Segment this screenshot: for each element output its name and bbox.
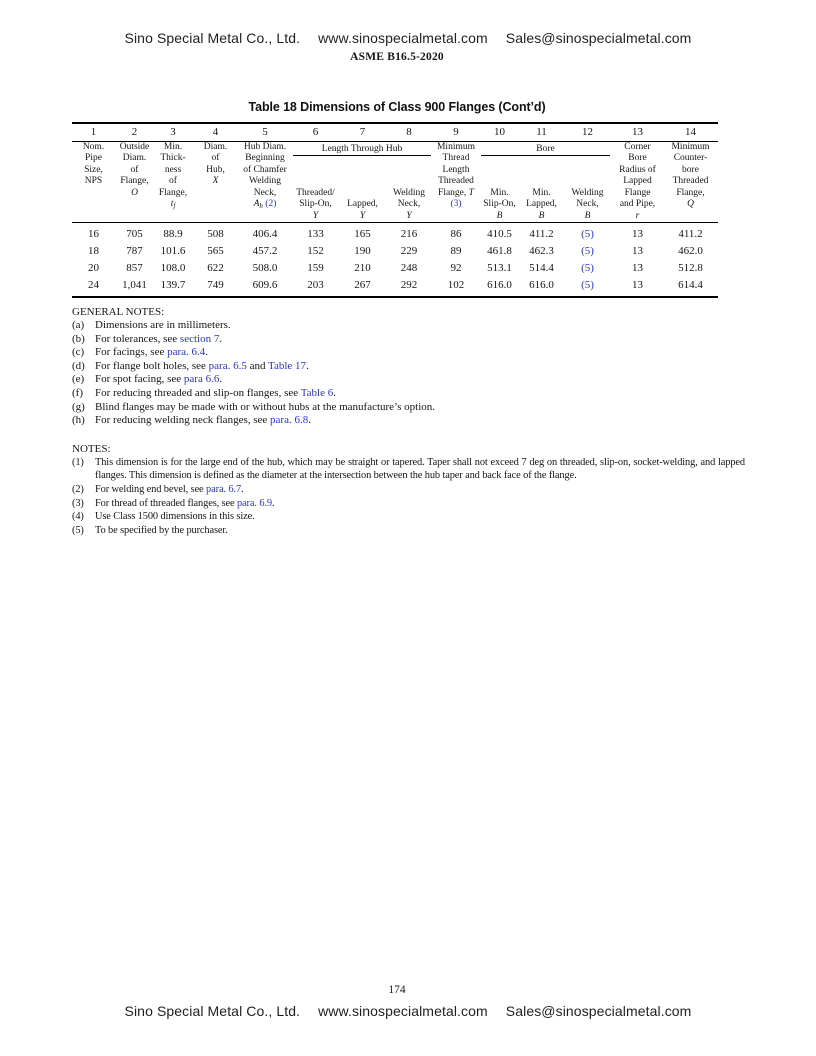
note-item-label: (b) <box>72 332 85 345</box>
table-cell: 565 <box>207 245 224 257</box>
table-cell <box>563 277 612 297</box>
table-cell: 508.0 <box>252 262 278 274</box>
table-cell: 139.7 <box>160 279 186 291</box>
note-item <box>72 414 745 428</box>
column-header: Diam. of Hub, X <box>192 141 239 223</box>
table-row <box>72 260 718 277</box>
column-header: Threaded/ Slip-On, Y <box>291 156 340 222</box>
table-cell: 152 <box>307 245 324 257</box>
note-ref-link[interactable]: para. 6.7 <box>206 483 242 495</box>
note-item-text: For thread of threaded flanges, see para. 6.9. <box>95 497 275 509</box>
note-item-text: For facings, see para. 6.4. <box>95 346 209 359</box>
company-email: Sales@sinospecialmetal.com <box>505 30 692 46</box>
note-item-text: For spot facing, see para 6.6. <box>95 373 223 386</box>
column-header: Minimum Counter- bore Threaded Flange, Q <box>663 141 718 223</box>
note-ref-link[interactable]: Table 6 <box>300 386 334 399</box>
column-number: 10 <box>479 123 520 141</box>
column-number: 12 <box>563 123 612 141</box>
group-header: Length Through Hub <box>291 141 433 156</box>
group-header-row <box>72 141 718 156</box>
note-item-label: (d) <box>72 359 85 372</box>
table-cell: 108.0 <box>160 262 186 274</box>
column-number-row <box>72 123 718 141</box>
table-cell: 101.6 <box>160 245 186 257</box>
note-item <box>72 510 745 524</box>
column-number: 2 <box>115 123 154 141</box>
table-cell: 18 <box>88 245 99 257</box>
table-cell: 165 <box>354 228 371 240</box>
note-item <box>72 346 745 360</box>
table-cell: 159 <box>307 262 324 274</box>
table-cell: 457.2 <box>252 245 278 257</box>
table-cell: 248 <box>400 262 418 274</box>
note-ref-link[interactable]: para. 6.5 <box>208 359 247 372</box>
table-cell: 216 <box>400 228 418 240</box>
note-item-text: For reducing threaded and slip-on flanges, see Table 6. <box>95 386 336 399</box>
footer-company-line <box>0 1003 816 1019</box>
header-company-line <box>0 30 816 46</box>
content-column <box>72 100 722 298</box>
column-number: 3 <box>154 123 192 141</box>
table-cell: 13 <box>632 262 643 274</box>
column-header: Minimum Thread Length Threaded Flange, T (3) <box>433 141 479 223</box>
note-item-text: To be specified by the purchaser. <box>95 524 228 536</box>
column-number: 9 <box>433 123 479 141</box>
flange-dimensions-table <box>72 122 718 298</box>
table-cell: 1,041 <box>122 279 147 291</box>
table-cell: 514.4 <box>529 262 554 274</box>
page-number: 174 <box>388 984 406 996</box>
column-header: Lapped, Y <box>340 156 385 222</box>
table-title: Table 18 Dimensions of Class 900 Flanges (Cont’d) <box>248 100 546 114</box>
table-cell: 13 <box>632 228 643 240</box>
table-cell: 512.8 <box>678 262 703 274</box>
company-website: www.sinospecialmetal.com <box>318 30 488 46</box>
note-ref-link[interactable]: para. 6.4 <box>167 346 206 359</box>
note-ref-link[interactable]: (5) <box>581 228 594 240</box>
note-item <box>72 524 745 538</box>
column-number: 13 <box>612 123 663 141</box>
table-cell: 13 <box>632 245 643 257</box>
notes-list <box>72 456 745 538</box>
note-item <box>72 497 745 511</box>
table-cell: 857 <box>126 262 143 274</box>
note-ref-link[interactable]: Table 17 <box>268 359 307 372</box>
table-cell: 614.4 <box>678 279 703 291</box>
notes-heading: NOTES: <box>72 442 111 455</box>
table-row <box>72 277 718 297</box>
table-cell: 622 <box>207 262 224 274</box>
column-header: Hub Diam. Beginning of Chamfer Welding Neck, $A_h$ (2) <box>239 141 291 223</box>
table-cell: 609.6 <box>252 279 278 291</box>
column-number: 14 <box>663 123 718 141</box>
column-header: Min. Thick- ness of Flange, $t_f$ <box>154 141 192 223</box>
notes-area <box>72 305 745 537</box>
note-item-label: (5) <box>72 524 84 536</box>
note-item <box>72 360 745 374</box>
note-item-label: (c) <box>72 346 85 359</box>
company-email: Sales@sinospecialmetal.com <box>505 1003 692 1019</box>
column-header: Nom. Pipe Size, NPS <box>72 141 115 223</box>
column-number: 5 <box>239 123 291 141</box>
general-notes-heading: GENERAL NOTES: <box>72 306 165 318</box>
table-cell: 88.9 <box>163 228 183 240</box>
table-cell: 92 <box>450 262 462 274</box>
page-footer <box>0 984 816 1019</box>
note-item <box>72 483 745 497</box>
column-number: 1 <box>72 123 115 141</box>
table-cell: 203 <box>307 279 324 291</box>
table-cell: 508 <box>207 228 224 240</box>
table-cell: 133 <box>307 228 324 240</box>
note-item-text: For welding end bevel, see para. 6.7. <box>95 483 244 495</box>
table-cell: 410.5 <box>487 228 512 240</box>
note-ref-link[interactable]: (5) <box>581 279 594 291</box>
note-ref-link[interactable]: para. 6.8 <box>270 414 309 427</box>
column-number: 6 <box>291 123 340 141</box>
table-cell: 406.4 <box>252 228 278 240</box>
note-item-label: (f) <box>72 386 83 399</box>
table-cell: 411.2 <box>678 228 703 240</box>
table-cell: 705 <box>126 228 143 240</box>
column-number: 7 <box>340 123 385 141</box>
table-cell: 190 <box>354 245 371 257</box>
table-cell: 229 <box>400 245 418 257</box>
general-notes-list <box>72 319 745 428</box>
table-cell: 411.2 <box>529 228 554 240</box>
note-item <box>72 456 745 483</box>
table-cell <box>563 243 612 260</box>
note-ref-link[interactable]: (5) <box>581 262 594 274</box>
note-item <box>72 401 745 415</box>
note-ref-link[interactable]: (5) <box>581 245 594 257</box>
table-cell: 461.8 <box>487 245 512 257</box>
table-cell: 210 <box>354 262 371 274</box>
column-number: 8 <box>385 123 433 141</box>
note-item-text: This dimension is for the large end of the hub, which may be straight or tapered. Taper shall not exceed 7 deg on threaded, slip-on, socket-welding, and lapped flanges. This dimension is defined as the diameter at the intersection between the hub taper and back face of the flange. <box>95 456 745 482</box>
company-website: www.sinospecialmetal.com <box>318 1003 488 1019</box>
column-header: Corner Bore Radius of Lapped Flange and Pipe, r <box>612 141 663 223</box>
group-header: Bore <box>479 141 612 156</box>
table-cell: 20 <box>88 262 99 274</box>
note-item-label: (3) <box>72 497 84 509</box>
note-item-text: Blind flanges may be made with or without hubs at the manufacture’s option. <box>95 400 436 413</box>
table-cell: 292 <box>400 279 418 291</box>
column-header: Welding Neck, Y <box>385 156 433 222</box>
note-ref-link[interactable]: section 7 <box>179 332 220 345</box>
note-item-label: (a) <box>72 319 85 331</box>
table-cell: 16 <box>88 228 99 240</box>
note-item-text: Dimensions are in millimeters. <box>95 319 231 331</box>
table-row <box>72 223 718 244</box>
table-cell: 24 <box>88 279 99 291</box>
table-cell: 267 <box>354 279 371 291</box>
table-cell <box>563 223 612 244</box>
company-name: Sino Special Metal Co., Ltd. <box>124 30 301 46</box>
company-name: Sino Special Metal Co., Ltd. <box>124 1003 301 1019</box>
note-item-text: For reducing welding neck flanges, see para. 6.8. <box>95 414 311 427</box>
note-item-text: For flange bolt holes, see para. 6.5 and Table 17. <box>95 359 309 372</box>
page-header <box>0 30 816 63</box>
column-header: Welding Neck, B <box>563 156 612 222</box>
table-cell: 102 <box>447 279 465 291</box>
table-cell: 86 <box>450 228 462 240</box>
note-item <box>72 387 745 401</box>
column-number: 11 <box>520 123 563 141</box>
note-ref-link[interactable]: para 6.6 <box>183 373 220 386</box>
note-item <box>72 319 745 333</box>
column-header: Min. Slip-On, B <box>479 156 520 222</box>
table-cell: 89 <box>450 245 462 257</box>
note-item-label: (1) <box>72 456 84 468</box>
note-item <box>72 373 745 387</box>
table-cell: 13 <box>632 279 643 291</box>
note-item-text: Use Class 1500 dimensions in this size. <box>95 511 255 523</box>
note-item-label: (h) <box>72 414 85 427</box>
table-cell: 616.0 <box>529 279 554 291</box>
standard-designation: ASME B16.5-2020 <box>350 51 444 63</box>
column-number: 4 <box>192 123 239 141</box>
table-cell: 462.3 <box>529 245 554 257</box>
column-header: Min. Lapped, B <box>520 156 563 222</box>
note-item-text: For tolerances, see section 7. <box>95 332 223 345</box>
table-row <box>72 243 718 260</box>
note-item-label: (g) <box>72 400 85 413</box>
note-ref-link[interactable]: (2) <box>265 199 277 209</box>
table-cell: 462.0 <box>678 245 703 257</box>
note-item-label: (4) <box>72 511 84 523</box>
table-cell: 749 <box>207 279 224 291</box>
table-cell: 787 <box>126 245 143 257</box>
note-ref-link[interactable]: para. 6.9 <box>236 497 272 509</box>
note-ref-link[interactable]: (3) <box>450 199 462 209</box>
note-item-label: (2) <box>72 483 84 495</box>
table-cell: 616.0 <box>487 279 512 291</box>
note-item-label: (e) <box>72 373 85 386</box>
table-cell: 513.1 <box>487 262 512 274</box>
note-item <box>72 333 745 347</box>
column-header: Outside Diam. of Flange, O <box>115 141 154 223</box>
table-cell <box>563 260 612 277</box>
